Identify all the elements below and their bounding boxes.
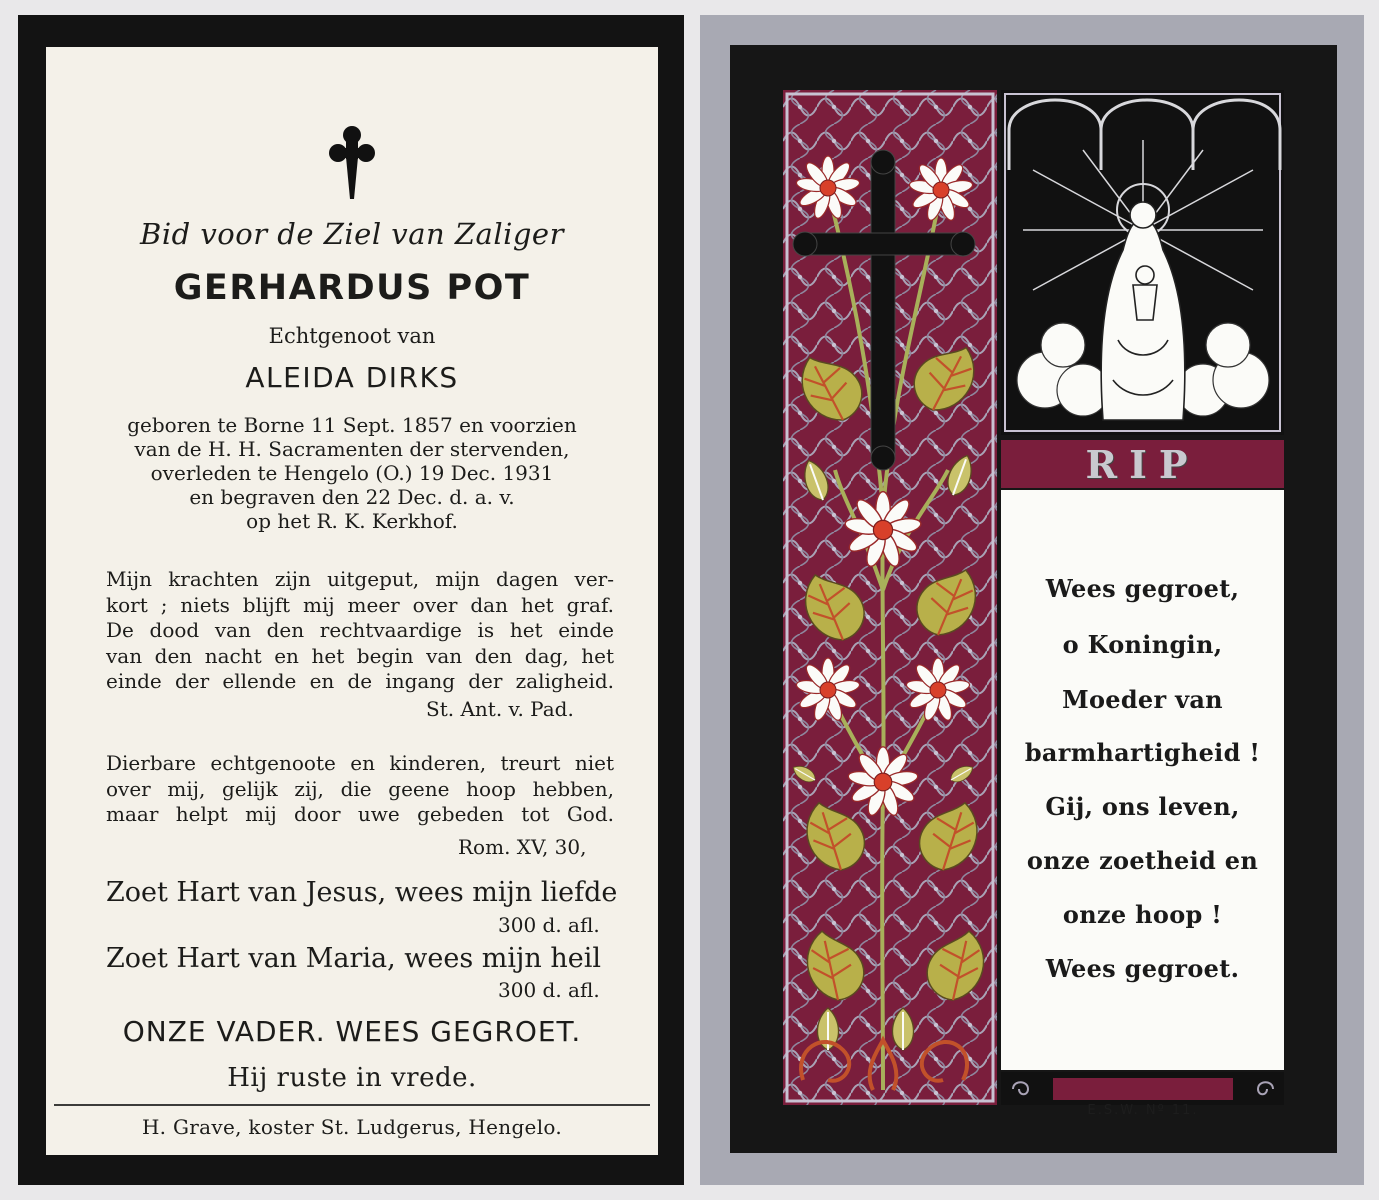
card-paper — [46, 47, 658, 1155]
trefoil-cross-icon — [327, 123, 377, 201]
memorial-card-back — [700, 15, 1364, 1185]
quote-line: maar helpt mij door uwe gebeden tot God. — [106, 802, 614, 826]
indulgence-note: 300 d. afl. — [498, 913, 600, 937]
biography — [46, 413, 658, 533]
prayer-line: Gij, ons leven, — [1045, 792, 1240, 821]
quote-line: De dood van den rechtvaardige is het einde — [106, 618, 614, 642]
bio-line: overleden te Hengelo (O.) 19 Dec. 1931 — [150, 461, 554, 485]
quote-romans — [106, 751, 614, 828]
bio-line: en begraven den 22 Dec. d. a. v. — [189, 485, 515, 509]
quote-line: over mij, gelijk zij, die geene hoop hebben, — [106, 776, 614, 801]
prayer-heading: Bid voor de Ziel van Zaliger — [140, 217, 564, 251]
publisher-mark: E.S.W. Nº 11. — [1087, 1103, 1199, 1118]
prayer-line: onze zoetheid en — [1026, 846, 1259, 875]
deceased-name: GERHARDUS POT — [173, 268, 531, 308]
prayer-line: onze hoop ! — [1062, 900, 1223, 929]
invocation-maria: Zoet Hart van Maria, wees mijn heil — [106, 943, 602, 974]
illustrated-panel — [783, 90, 1293, 1118]
prayer-line: barmhartigheid ! — [1024, 738, 1261, 767]
divider — [54, 1104, 650, 1106]
indulgence-note: 300 d. afl. — [498, 978, 600, 1002]
quote-line: einde der ellende en de ingang der zaligheid. — [106, 669, 614, 693]
prayer-line: Wees gegroet. — [1045, 954, 1240, 983]
quote-line: Mijn krachten zijn uitgeput, mijn dagen ver- — [106, 567, 614, 591]
spouse-name: ALEIDA DIRKS — [245, 361, 459, 394]
prayer-line: Wees gegroet, — [1045, 574, 1240, 603]
quote-line: van den nacht en het begin van den dag, het — [106, 643, 614, 668]
prayer-scroll — [1001, 490, 1284, 1070]
prayer-line: o Koningin, — [1062, 630, 1223, 659]
bio-line: van de H. H. Sacramenten der stervenden, — [134, 437, 570, 461]
rest-in-peace: Hij ruste in vrede. — [227, 1063, 477, 1093]
spouse-label: Echtgenoot van — [268, 324, 436, 348]
quote-source: St. Ant. v. Pad. — [426, 697, 574, 721]
printer-credit: H. Grave, koster St. Ludgerus, Hengelo. — [141, 1115, 563, 1139]
closing-prayers: ONZE VADER. WEES GEGROET. — [122, 1015, 582, 1048]
memorial-card-front — [18, 15, 684, 1185]
quote-line: kort ; niets blijft mij meer over dan het graf. — [106, 592, 614, 617]
invocation-jesus: Zoet Hart van Jesus, wees mijn liefde — [106, 877, 618, 908]
bio-line: op het R. K. Kerkhof. — [246, 509, 458, 533]
prayer-line: Moeder van — [1062, 685, 1223, 714]
quote-source: Rom. XV, 30, — [458, 835, 587, 859]
bio-line: geboren te Borne 11 Sept. 1857 en voorzien — [127, 413, 577, 437]
rip-banner: RIP — [1085, 442, 1200, 487]
black-border — [730, 45, 1337, 1153]
quote-anthony — [106, 567, 614, 695]
quote-line: Dierbare echtgenoote en kinderen, treurt niet — [106, 751, 614, 775]
